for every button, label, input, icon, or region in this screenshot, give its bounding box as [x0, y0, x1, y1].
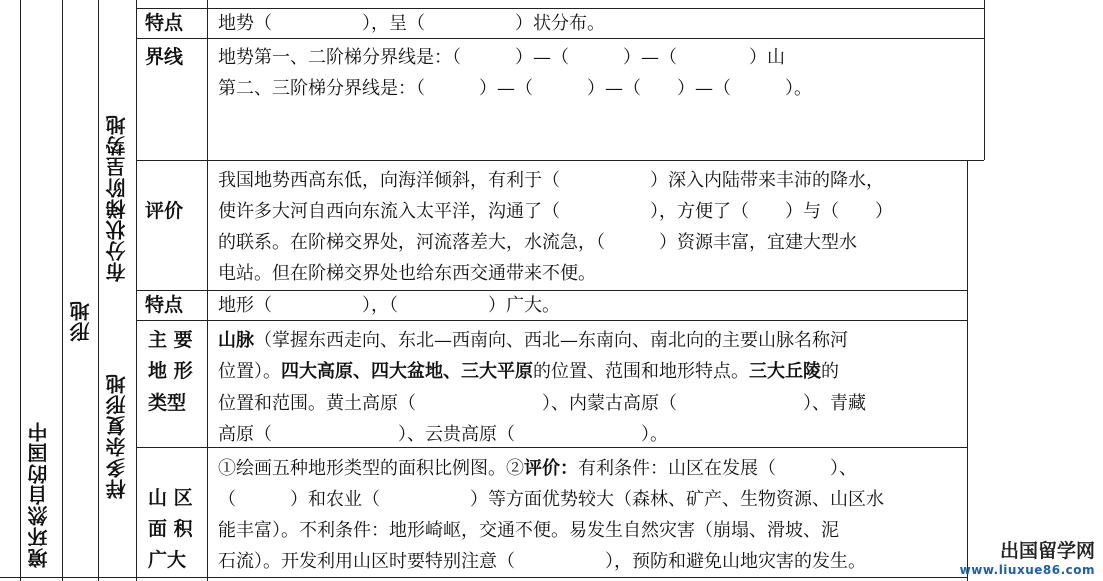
mountain-area-line-1-a: ①绘画五种地形类型的面积比例图。②	[218, 458, 524, 479]
boundary-line-1: 地势第一、二阶梯分界线是：（ ）—（ ）—（ ）山	[218, 47, 785, 68]
plateaus-basins-plains-term: 四大高原、四大盆地、三大平原	[281, 361, 533, 382]
main-types-line-2-b: 的位置、范围和地形特点。	[533, 361, 749, 382]
row-label-landform-features: 特点	[145, 294, 184, 316]
evaluation-line-4: 电站。但在阶梯交界处也给东西交通带来不便。	[218, 263, 596, 284]
row-label-main-types-3: 类型	[148, 392, 187, 414]
boundary-line-2: 第二、三阶梯分界线是：（ ）—（ ）—（ ）—（ ）。	[218, 78, 812, 99]
main-types-line-1	[218, 325, 848, 356]
row-label-boundary: 界线	[145, 46, 184, 68]
hills-term: 三大丘陵	[749, 361, 821, 382]
row-label-main-types-1: 主 要	[148, 329, 193, 351]
evaluation-line-3: 的联系。在阶梯交界处，河流落差大，水流急，（ ）资源丰富，宜建大型水	[218, 232, 857, 253]
terrain-features-text: 地势（ ），呈（ ）状分布。	[218, 13, 605, 34]
mountain-area-line-4: 石流）。开发利用山区时要特别注意（ ），预防和避免山地灾害的发生。	[218, 551, 866, 572]
evaluation-term: 评价：	[524, 458, 578, 479]
row-label-mountain-area-2: 面 积	[148, 518, 193, 540]
watermark-title: 出国留学网	[999, 540, 1095, 562]
section-title-landform: 形地	[69, 300, 93, 342]
mountain-area-line-1	[218, 453, 857, 484]
landform-features-text: 地形（ ），（ ）广大。	[218, 295, 560, 316]
section-title-terrain-steps: 布分状梯阶呈势地	[105, 114, 129, 282]
row-label-evaluation: 评价	[145, 200, 184, 222]
evaluation-line-1: 我国地势西高东低，向海洋倾斜，有利于（ ）深入内陆带来丰沛的降水，	[218, 170, 884, 191]
main-types-line-4: 高原（ ）、云贵高原（ ）。	[218, 424, 668, 445]
row-label-mountain-area-3: 广大	[148, 549, 187, 571]
row-label-main-types-2: 地 形	[148, 360, 193, 382]
row-label-features: 特点	[145, 12, 184, 34]
main-types-line-1-rest: （掌握东西走向、东北—西南向、西北—东南向、南北向的主要山脉名称河	[254, 330, 848, 351]
section-title-complex-landforms: 样多杂复形地	[105, 373, 129, 499]
watermark-url: www.liuxue86.com	[959, 563, 1095, 577]
main-types-line-3: 位置和范围。黄土高原（ ）、内蒙古高原（ ）、青藏	[218, 393, 866, 414]
evaluation-line-2: 使许多大河自西向东流入太平洋，沟通了（ ），方便了（ ）与（ ）	[218, 201, 893, 222]
main-types-line-2-a: 位置）。	[218, 361, 281, 382]
mountain-area-line-3: 能丰富）。不利条件：地形崎岖，交通不便。易发生自然灾害（崩塌、滑坡、泥	[218, 520, 839, 541]
main-types-line-2	[218, 356, 839, 387]
mountain-area-line-2: （ ）和农业（ ）等方面优势较大（森林、矿产、生物资源、山区水	[218, 489, 884, 510]
mountains-term: 山脉	[218, 330, 254, 351]
section-title-natural-environment: 境环然自的国中	[27, 421, 51, 568]
row-label-mountain-area-1: 山 区	[148, 487, 193, 509]
main-types-line-2-c: 的	[821, 361, 839, 382]
site-watermark-logo	[960, 536, 1095, 577]
mountain-area-line-1-b: 有利条件：山区在发展（ ）、	[578, 458, 857, 479]
